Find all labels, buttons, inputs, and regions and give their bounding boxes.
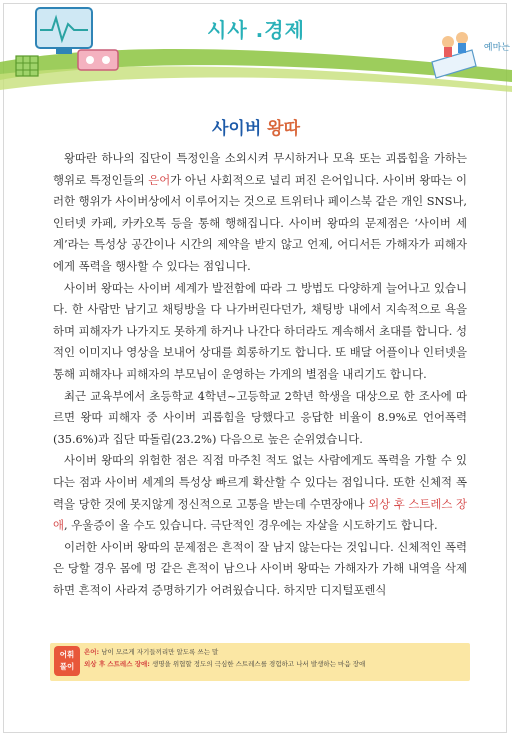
highlight-term: 외상 후 스트레스 장애 [53,496,467,533]
section-title: 시사 .경제 [207,18,305,42]
paragraph-5: 이러한 사이버 왕따의 문제점은 흔적이 잘 남지 않는다는 것입니다. 신체적인 폭력은 당할 경우 몸에 멍 같은 흔적이 남으나 사이버 왕따는 가해자가 가해 내역을 삭제하면 흔적이 사라져 증명하기가 어려웠습니다. 하지만 디지털포렌식 [53,539,467,597]
cube-icon [16,56,38,76]
glossary-item: 외상 후 스트레스 장애: 생명을 위협할 정도의 극심한 스트레스를 경험하고 나서 발생하는 마음 장애 [84,660,366,668]
article-body [53,148,467,601]
header-tag: 예마는 [483,43,510,53]
highlight-term: 은어 [148,172,171,187]
article-title [0,114,512,139]
glossary-badge: 어휘 풀이 [54,646,80,676]
paragraph-1: 왕따란 하나의 집단이 특정인을 소외시켜 무시하거나 모욕 또는 괴롭힘을 가하는 행위로 특정인들의 은어가 아닌 사회적으로 널리 퍼진 은어입니다. 사이버 왕따는 이러한 행위가 사이버상에서 이루어지는 것으로 트위터나 페이스북 같은 개인 SNS나, 인터넷 카페, 카카오톡 등을 통해 행해집니다. 사이버 왕따의 문제점은 ‘사이버 세계’라는 특성상 공간이나 시간의 제약을 받지 않고 언제, 어디서든 가해자가 피해자에게 폭력을 행사할 수 있다는 점입니다. [53,151,467,273]
glossary-item: 은어: 남이 모르게 자기들끼리만 알도록 쓰는 말 [84,648,219,656]
paragraph-2: 사이버 왕따는 사이버 세계가 발전함에 따라 그 방법도 다양하게 늘어나고 있습니다. 한 사람만 남기고 채팅방을 다 나가버린다던가, 채팅방 내에서 지속적으로 욕을 하며 피해자가 나가지도 못하게 하거나 나간다 하더라도 계속해서 초대를 합니다. 성적인 이미지나 영상을 보내어 상대를 희롱하기도 합니다. 또 배달 어플이나 인터넷을 통해 피해자나 피해자의 부모님이 운영하는 가게의 별점을 내리기도 합니다. [53,280,467,381]
paragraph-4: 사이버 왕따의 위험한 점은 직접 마주친 적도 없는 사람에게도 폭력을 가할 수 있다는 점과 사이버 세계의 특성상 빠르게 확산할 수 있다는 점입니다. 또한 신체적 폭력을 당한 것에 못지않게 정신적으로 고통을 받는데 수면장애나 외상 후 스트레스 장애, 우울증이 올 수도 있습니다. 극단적인 경우에는 자살을 시도하기도 합니다. [53,453,467,533]
article-title-part2: 왕따 [267,119,301,139]
glossary-box [50,643,470,681]
cassette-icon [78,50,118,70]
paragraph-3: 최근 교육부에서 초등학교 4학년~고등학교 2학년 학생을 대상으로 한 조사에 따르면 왕따 피해자 중 사이버 괴롭힘을 당했다고 응답한 비율이 8.9%로 언어폭력(35.6%)과 집단 따돌림(23.2%) 다음으로 높은 순위였습니다. [53,388,467,446]
article-title-part1: 사이버 [211,119,262,139]
